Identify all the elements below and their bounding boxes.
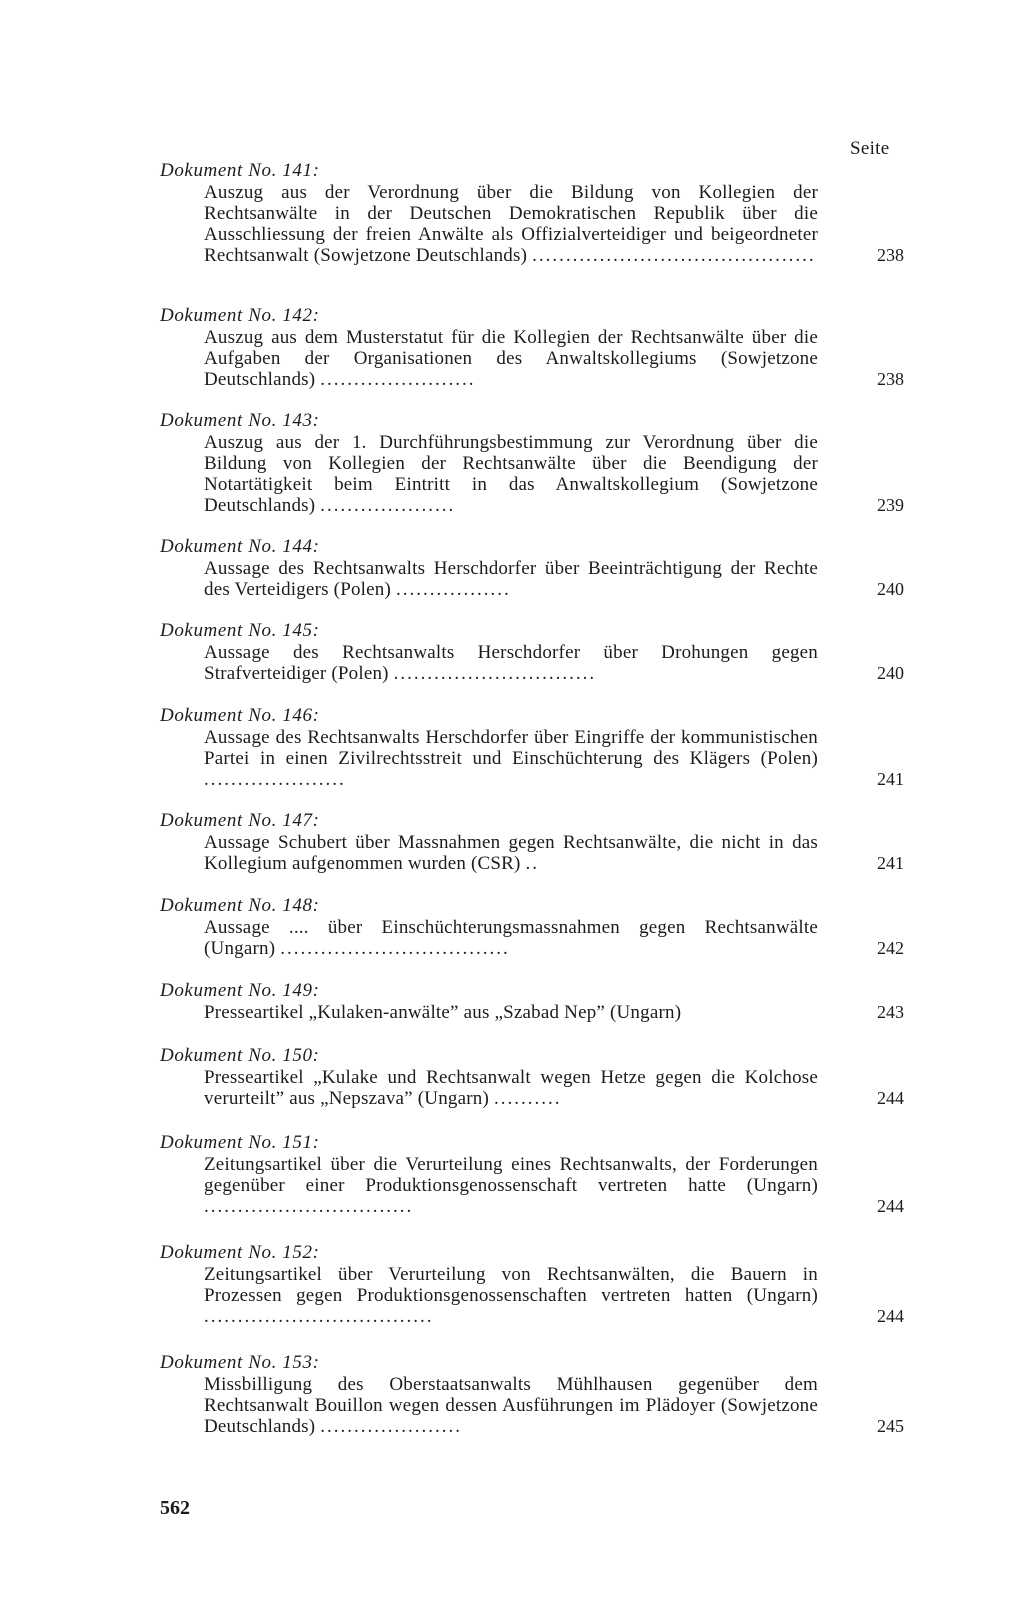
toc-entry-142	[160, 305, 904, 390]
toc-entry-144	[160, 536, 904, 600]
document-title: Dokument No. 147:	[160, 810, 320, 831]
document-description: Aussage Schubert über Massnahmen gegen Rechtsanwälte, die nicht in das Kollegium aufgenommen wurden (CSR) ..	[204, 832, 818, 874]
document-description: Aussage des Rechtsanwalts Herschdorfer über Drohungen gegen Strafverteidiger (Polen) ..............................	[204, 642, 818, 684]
document-description: Auszug aus der Verordnung über die Bildung von Kollegien der Rechtsanwälte in der Deutschen Demokratischen Republik über die Ausschliessung der freien Anwälte als Offizialverteidiger und beigeordneter Rechtsanwalt (Sowjetzone Deutschlands) ..........................................	[204, 182, 818, 266]
page-number: 244	[877, 1196, 904, 1216]
page-number: 240	[877, 663, 904, 683]
document-title: Dokument No. 148:	[160, 895, 320, 916]
toc-entry-143	[160, 410, 904, 516]
page-number: 244	[877, 1306, 904, 1326]
document-title: Dokument No. 141:	[160, 160, 320, 181]
document-title: Dokument No. 143:	[160, 410, 320, 431]
document-description: Zeitungsartikel über Verurteilung von Rechtsanwälten, die Bauern in Prozessen gegen Produktionsgenossenschaften vertreten hatten (Ungarn) ..................................	[204, 1264, 818, 1327]
document-description: Presseartikel „Kulake und Rechtsanwalt wegen Hetze gegen die Kolchose verurteilt” aus „Nepszava” (Ungarn) ..........	[204, 1067, 818, 1109]
page-number: 238	[877, 369, 904, 389]
document-description: Aussage des Rechtsanwalts Herschdorfer über Beeinträchtigung der Rechte des Verteidigers (Polen) .................	[204, 558, 818, 600]
page-number: 239	[877, 495, 904, 515]
toc-entry-151	[160, 1132, 904, 1217]
toc-entry-146	[160, 705, 904, 790]
document-title: Dokument No. 145:	[160, 620, 320, 641]
document-title: Dokument No. 144:	[160, 536, 320, 557]
page-number: 245	[877, 1416, 904, 1436]
document-description: Auszug aus der 1. Durchführungsbestimmung zur Verordnung über die Bildung von Kollegien der Rechtsanwälte über die Beendigung der Notartätigkeit beim Eintritt in das Anwaltskollegium (Sowjetzone Deutschlands) ....................	[204, 432, 818, 516]
document-title: Dokument No. 150:	[160, 1045, 320, 1066]
document-title: Dokument No. 152:	[160, 1242, 320, 1263]
document-title: Dokument No. 151:	[160, 1132, 320, 1153]
page-number: 242	[877, 938, 904, 958]
page-folio: 562	[160, 1497, 190, 1519]
page-number: 238	[877, 245, 904, 265]
page-number: 240	[877, 579, 904, 599]
document-title: Dokument No. 142:	[160, 305, 320, 326]
toc-entry-145	[160, 620, 904, 684]
page-number: 243	[877, 1002, 904, 1022]
page-number: 244	[877, 1088, 904, 1108]
document-description: Auszug aus dem Musterstatut für die Kollegien der Rechtsanwälte über die Aufgaben der Organisationen des Anwaltskollegiums (Sowjetzone Deutschlands) .......................	[204, 327, 818, 390]
toc-entry-152	[160, 1242, 904, 1327]
toc-entry-148	[160, 895, 904, 959]
toc-entry-147	[160, 810, 904, 874]
document-title: Dokument No. 153:	[160, 1352, 320, 1373]
toc-entry-141	[160, 160, 904, 266]
toc-entry-153	[160, 1352, 904, 1437]
document-description: Presseartikel „Kulaken-anwälte” aus „Szabad Nep” (Ungarn)	[204, 1002, 682, 1023]
document-description: Aussage .... über Einschüchterungsmassnahmen gegen Rechtsanwälte (Ungarn) ..................................	[204, 917, 818, 959]
page-number: 241	[877, 853, 904, 873]
document-description: Aussage des Rechtsanwalts Herschdorfer über Eingriffe der kommunistischen Partei in einen Zivilrechtsstreit und Einschüchterung des Klägers (Polen) .....................	[204, 727, 818, 790]
page-number: 241	[877, 769, 904, 789]
document-description: Missbilligung des Oberstaatsanwalts Mühlhausen gegenüber dem Rechtsanwalt Bouillon wegen dessen Ausführungen im Plädoyer (Sowjetzone Deutschlands) .....................	[204, 1374, 818, 1437]
document-description: Zeitungsartikel über die Verurteilung eines Rechtsanwalts, der Forderungen gegenüber einer Produktionsgenossenschaft vertreten hatte (Ungarn) ...............................	[204, 1154, 818, 1217]
document-title: Dokument No. 146:	[160, 705, 320, 726]
page-column-label: Seite	[850, 138, 890, 159]
toc-entry-149	[160, 980, 904, 1023]
toc-entry-150	[160, 1045, 904, 1109]
document-title: Dokument No. 149:	[160, 980, 320, 1001]
